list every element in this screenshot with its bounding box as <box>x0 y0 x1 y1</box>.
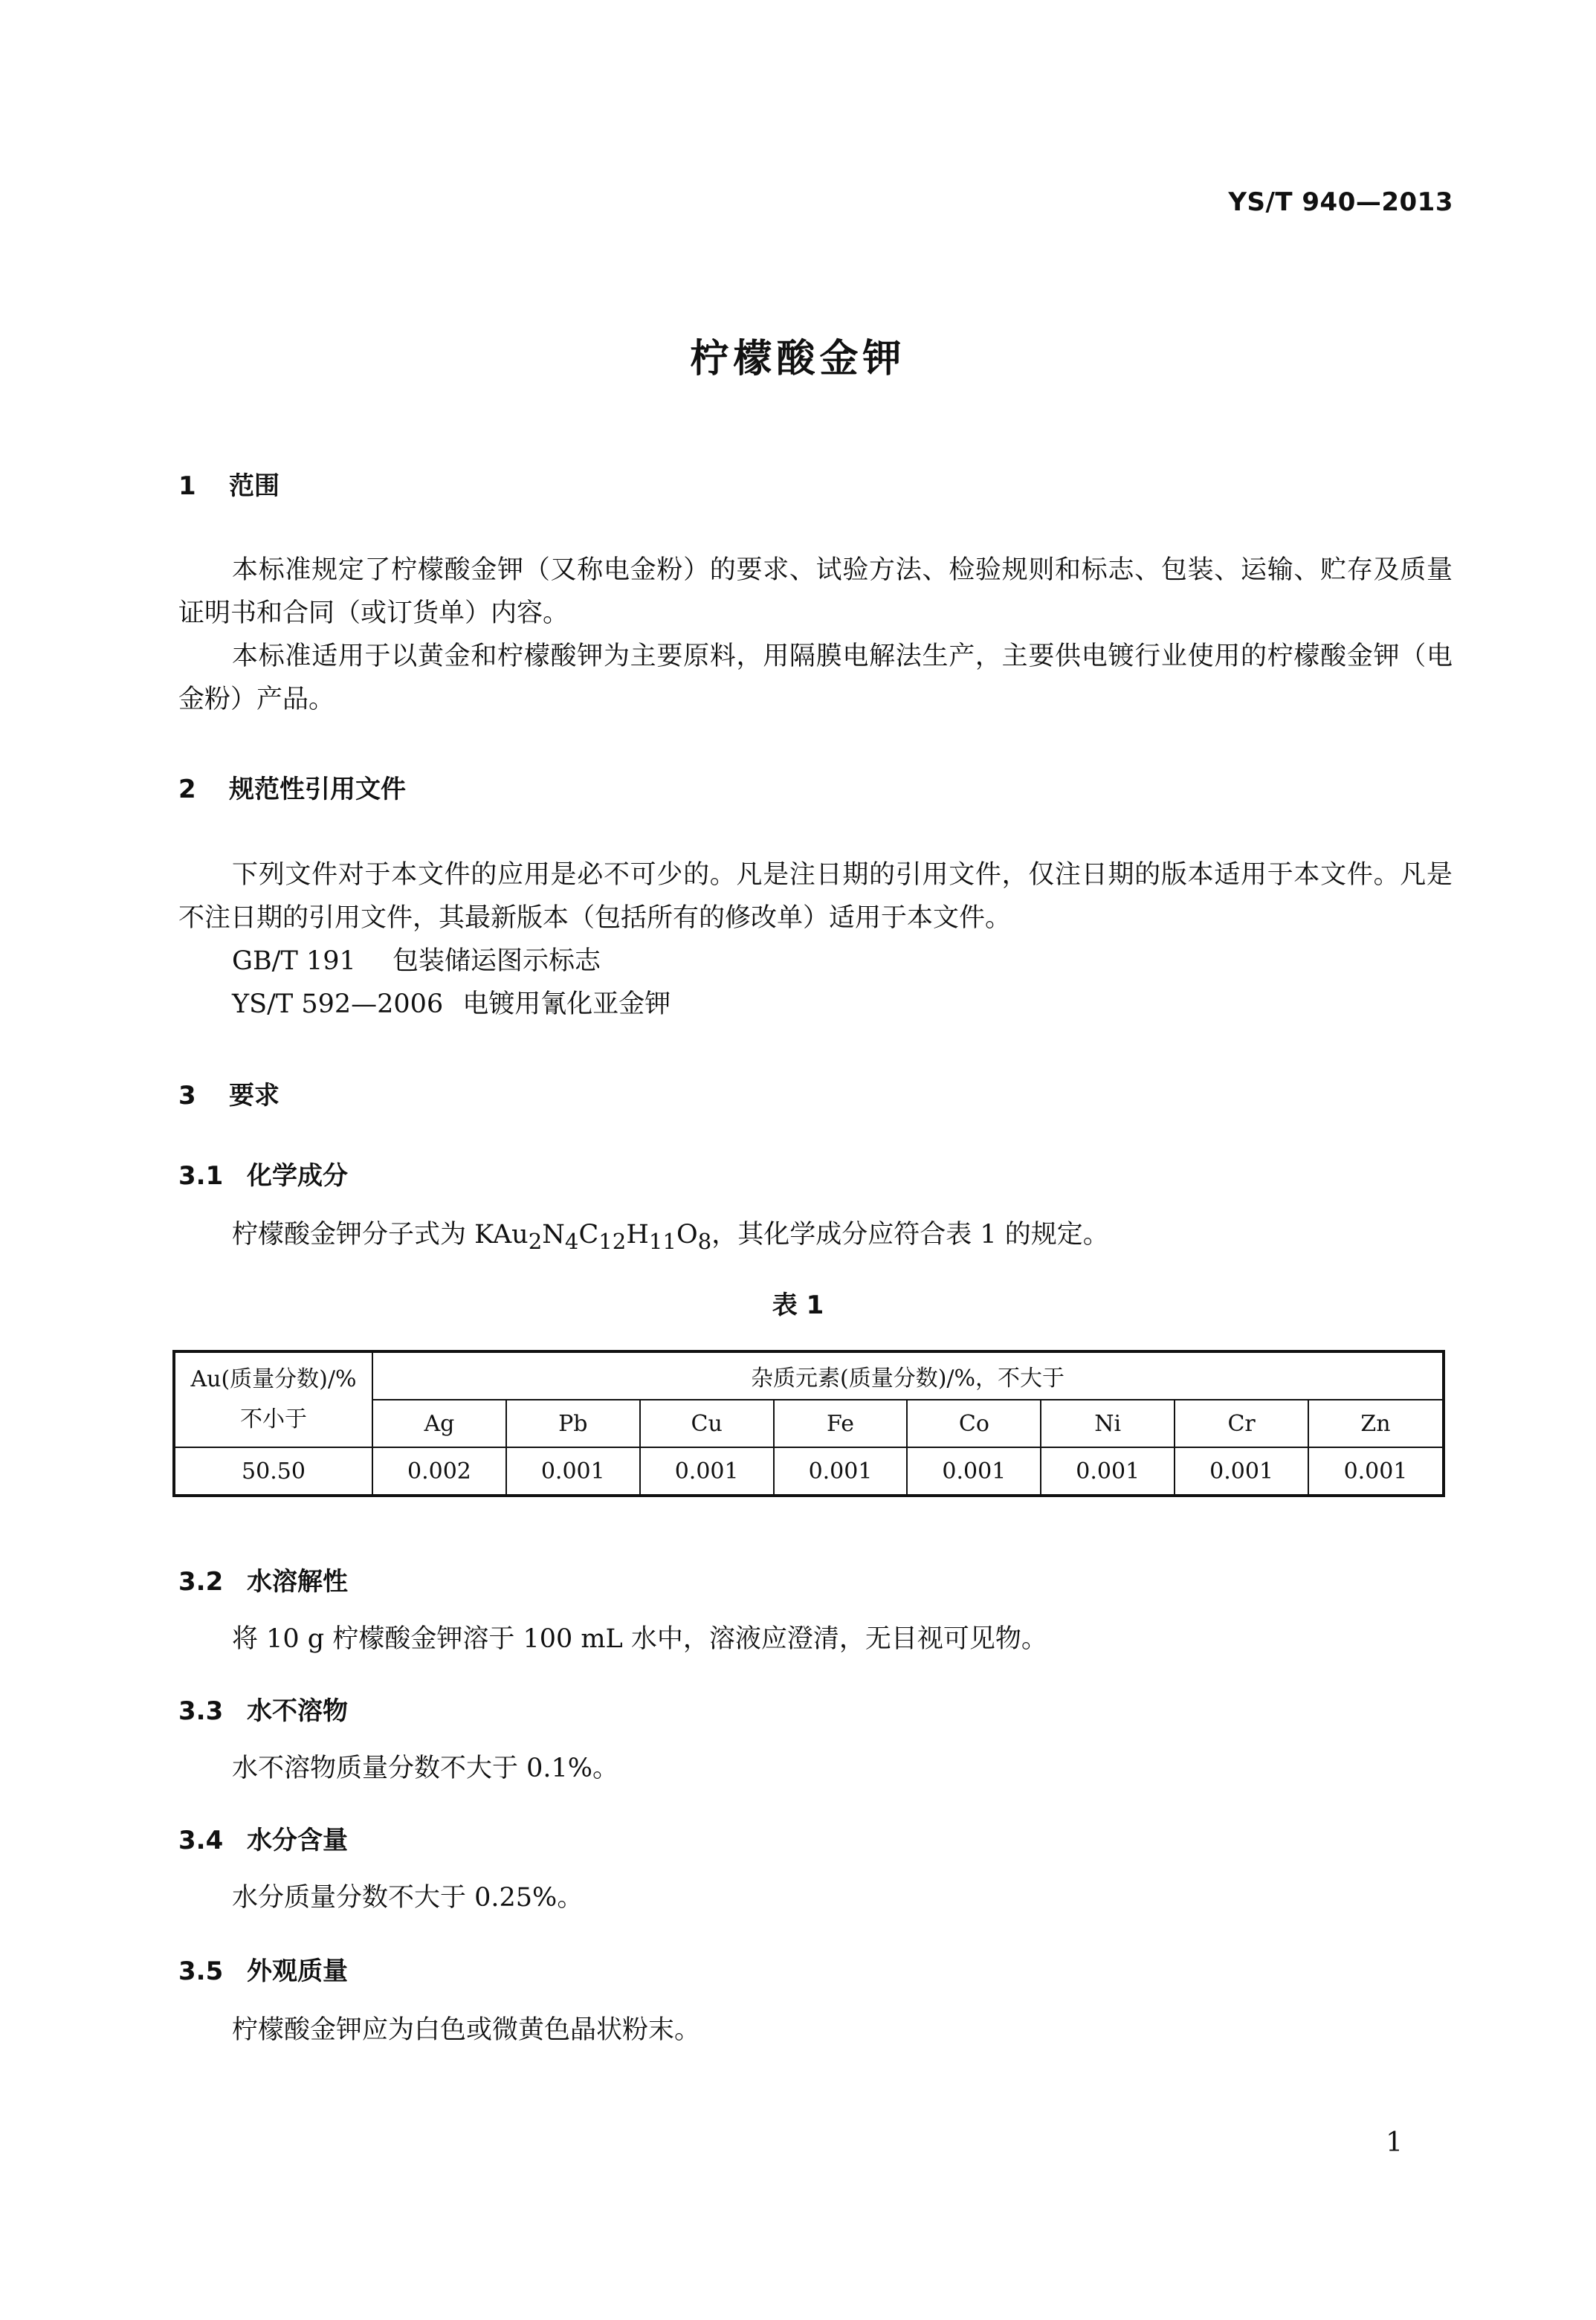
table-caption: 表 1 <box>772 1290 824 1320</box>
reference-code: GB/T 191 <box>232 946 356 976</box>
chemical-composition-table <box>172 1350 1445 1497</box>
reference-code: YS/T 592—2006 <box>232 989 444 1019</box>
section-title: 规范性引用文件 <box>229 775 406 804</box>
impurity-value-cell: 0.001 <box>1308 1447 1444 1496</box>
element-header-cell: Ni <box>1041 1400 1175 1447</box>
section-number: 3.4 <box>178 1826 224 1855</box>
section-2-paragraph: 下列文件对于本文件的应用是必不可少的。凡是注日期的引用文件，仅注日期的版本适用于本文件。凡是不注日期的引用文件，其最新版本（包括所有的修改单）适用于本文件。 <box>178 860 1453 933</box>
formula-element: N <box>542 1220 565 1250</box>
element-header-cell: Fe <box>774 1400 908 1447</box>
au-header-line: 不小于 <box>240 1406 307 1432</box>
document-title: 柠檬酸金钾 <box>690 337 906 381</box>
section-3-2-text: 将 10 g 柠檬酸金钾溶于 100 mL 水中，溶液应澄清，无目视可见物。 <box>232 1624 1047 1654</box>
element-header-cell: Ag <box>372 1400 506 1447</box>
section-number: 2 <box>178 775 196 804</box>
page-number: 1 <box>1386 2127 1403 2158</box>
impurity-header-cell: 杂质元素(质量分数)/%，不大于 <box>372 1351 1444 1400</box>
normative-reference <box>232 983 671 1026</box>
section-1-paragraph-2: 本标准适用于以黄金和柠檬酸钾为主要原料，用隔膜电解法生产，主要供电镀行业使用的柠檬酸金钾（电金粉）产品。 <box>178 642 1453 714</box>
section-title: 范围 <box>229 471 280 501</box>
impurity-value-cell: 0.002 <box>372 1447 506 1496</box>
section-title: 化学成分 <box>247 1161 348 1191</box>
section-number: 3 <box>178 1081 196 1111</box>
section-title: 水不溶物 <box>247 1696 348 1726</box>
element-header-cell: Pb <box>506 1400 640 1447</box>
table-header-row <box>174 1351 1444 1400</box>
section-3-3-heading <box>178 1690 348 1727</box>
element-header-cell: Cr <box>1175 1400 1308 1447</box>
element-header-cell: Cu <box>640 1400 774 1447</box>
reference-title: 包装储运图示标志 <box>392 946 601 976</box>
table-row <box>174 1447 1444 1496</box>
impurity-value-cell: 0.001 <box>640 1447 774 1496</box>
formula-subscript: 8 <box>697 1229 712 1254</box>
section-1-paragraph-1: 本标准规定了柠檬酸金钾（又称电金粉）的要求、试验方法、检验规则和标志、包装、运输、贮存及质量证明书和合同（或订货单）内容。 <box>178 555 1453 628</box>
formula-intro: 柠檬酸金钾分子式为 KAu <box>232 1220 529 1250</box>
au-header-line: Au(质量分数)/% <box>190 1366 357 1392</box>
element-header-cell: Co <box>907 1400 1041 1447</box>
impurity-value-cell: 0.001 <box>1175 1447 1308 1496</box>
impurity-value-cell: 0.001 <box>506 1447 640 1496</box>
impurity-value-cell: 0.001 <box>907 1447 1041 1496</box>
impurity-value-cell: 0.001 <box>774 1447 908 1496</box>
formula-element: O <box>676 1220 698 1250</box>
section-title: 要求 <box>229 1081 280 1111</box>
section-3-2-heading <box>178 1561 348 1597</box>
section-number: 3.3 <box>178 1696 224 1726</box>
section-title: 水分含量 <box>247 1826 348 1855</box>
formula-element: H <box>626 1220 649 1250</box>
au-header-cell <box>174 1351 372 1447</box>
section-number: 3.2 <box>178 1567 224 1597</box>
section-3-4-text: 水分质量分数不大于 0.25%。 <box>232 1883 584 1913</box>
formula-subscript: 11 <box>648 1229 676 1254</box>
section-number: 3.5 <box>178 1957 224 1986</box>
section-title: 水溶解性 <box>247 1567 348 1597</box>
section-title: 外观质量 <box>247 1957 348 1986</box>
formula-element: C <box>578 1220 599 1250</box>
section-3-5-heading <box>178 1951 348 1987</box>
element-header-cell: Zn <box>1308 1400 1444 1447</box>
section-number: 3.1 <box>178 1161 224 1191</box>
section-3-1-text <box>178 1213 1453 1263</box>
section-2-heading <box>178 769 406 805</box>
formula-subscript: 12 <box>598 1229 627 1254</box>
normative-reference <box>232 940 601 983</box>
section-3-3-text: 水不溶物质量分数不大于 0.1%。 <box>232 1754 619 1783</box>
reference-title: 电镀用氰化亚金钾 <box>462 989 671 1019</box>
section-1-heading <box>178 465 280 502</box>
standard-code: YS/T 940—2013 <box>1228 187 1453 217</box>
section-3-1-heading <box>178 1155 348 1192</box>
section-3-4-heading <box>178 1820 348 1856</box>
section-3-heading <box>178 1075 280 1111</box>
formula-subscript: 4 <box>564 1229 579 1254</box>
au-value-cell: 50.50 <box>174 1447 372 1496</box>
section-number: 1 <box>178 471 196 501</box>
impurity-value-cell: 0.001 <box>1041 1447 1175 1496</box>
section-3-5-text: 柠檬酸金钾应为白色或微黄色晶状粉末。 <box>232 2015 701 2045</box>
formula-outro: ，其化学成分应符合表 1 的规定。 <box>711 1220 1109 1250</box>
formula-subscript: 2 <box>528 1229 543 1254</box>
